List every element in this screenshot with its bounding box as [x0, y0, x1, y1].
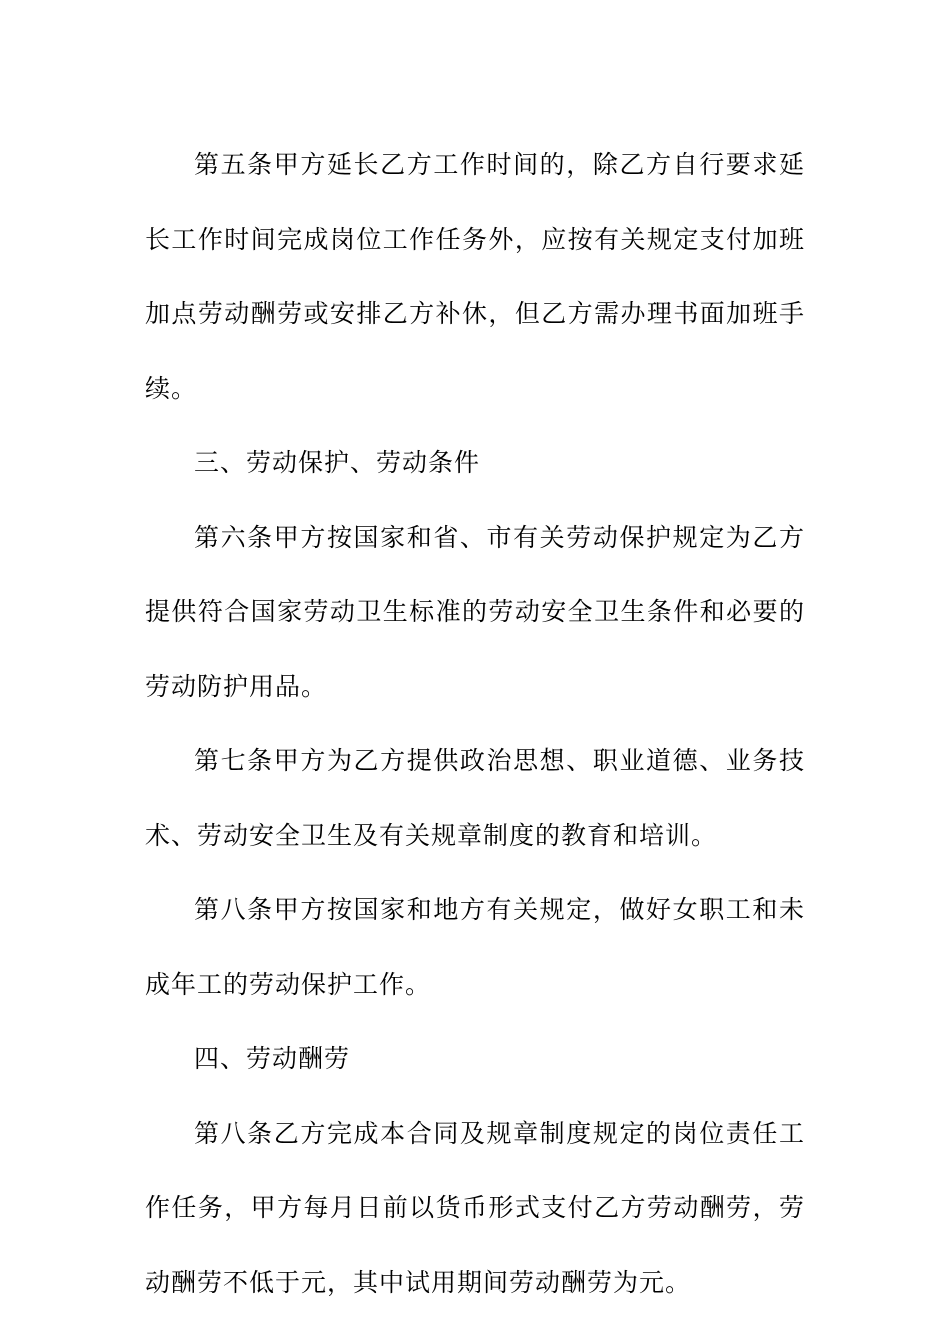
section-4-heading: 四、劳动酬劳 [194, 1044, 351, 1073]
document-body [145, 128, 805, 1320]
article-8-paragraph: 第八条甲方按国家和地方有关规定，做好女职工和未成年工的劳动保护工作。 [145, 895, 805, 999]
article-7-paragraph: 第七条甲方为乙方提供政治思想、职业道德、业务技术、劳动安全卫生及有关规章制度的教育和培训。 [145, 746, 805, 850]
article-5-paragraph: 第五条甲方延长乙方工作时间的，除乙方自行要求延长工作时间完成岗位工作任务外，应按有关规定支付加班加点劳动酬劳或安排乙方补休，但乙方需办理书面加班手续。 [145, 150, 805, 403]
article-8-wage-paragraph: 第八条乙方完成本合同及规章制度规定的岗位责任工作任务，甲方每月日前以货币形式支付乙方劳动酬劳，劳动酬劳不低于元，其中试用期间劳动酬劳为元。 [145, 1118, 805, 1297]
section-3-heading: 三、劳动保护、劳动条件 [194, 448, 481, 477]
article-6-paragraph: 第六条甲方按国家和省、市有关劳动保护规定为乙方提供符合国家劳动卫生标准的劳动安全卫生条件和必要的劳动防护用品。 [145, 522, 805, 701]
